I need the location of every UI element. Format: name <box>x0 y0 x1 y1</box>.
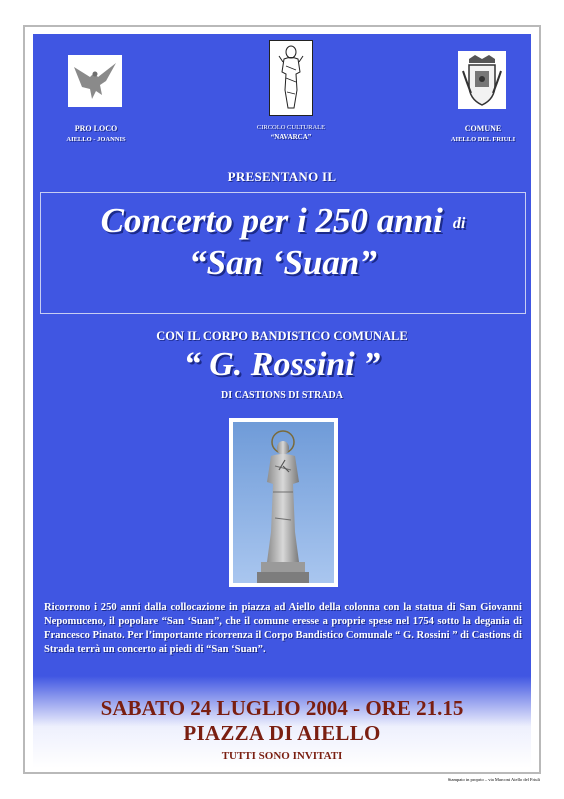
org-name: COMUNE <box>464 124 502 133</box>
org-place: AIELLO DEL FRIULI <box>450 136 516 144</box>
statue-logo-icon <box>269 40 313 116</box>
band-place: DI CASTIONS DI STRADA <box>221 390 343 401</box>
org-place: AIELLO - JOANNIS <box>66 136 126 144</box>
org-name: CIRCOLO CULTURALE <box>256 124 326 131</box>
saint-statue-photo <box>229 418 338 587</box>
concert-title-line1 <box>41 201 525 241</box>
title-box <box>40 192 526 314</box>
eagle-icon <box>68 55 122 107</box>
invited-note: TUTTI SONO INVITATI <box>221 750 343 762</box>
presentano-heading: PRESENTANO IL <box>227 169 337 184</box>
org-place: “NAVARCA” <box>270 133 312 142</box>
org-comune <box>413 124 553 144</box>
poster <box>33 34 531 768</box>
org-circolo-culturale <box>221 124 361 142</box>
concert-title-text: Concerto per i 250 anni <box>100 201 443 240</box>
printer-note: Stampato in proprio – via Marconi Aiello del Friuli <box>447 777 540 782</box>
band-intro: CON IL CORPO BANDISTICO COMUNALE <box>156 329 408 343</box>
event-description: Ricorrono i 250 anni dalla collocazione in piazza ad Aiello della colonna con la statua di San Giovanni Nepomuceno, il popolare “San ‘Suan”, che il comune eresse a proprie spese nel 1754 sotto la degania di Francesco Pinato. Per l’importante ricorrenza il Corpo Bandistico Comunale “ G. Rossini ” di Castions di Strada terrà un concerto ai piedi di “San ‘Suan”. <box>44 602 522 655</box>
org-name: PRO LOCO <box>74 124 118 133</box>
coat-of-arms-icon <box>458 51 506 109</box>
band-name: “ G. Rossini ” <box>183 346 381 383</box>
org-pro-loco <box>26 124 166 144</box>
event-date-time: SABATO 24 LUGLIO 2004 - ORE 21.15 <box>100 696 464 720</box>
concert-title-di: di <box>452 215 466 232</box>
event-place: PIAZZA DI AIELLO <box>183 721 381 745</box>
concert-title-line2: “San ‘Suan” <box>189 243 377 282</box>
